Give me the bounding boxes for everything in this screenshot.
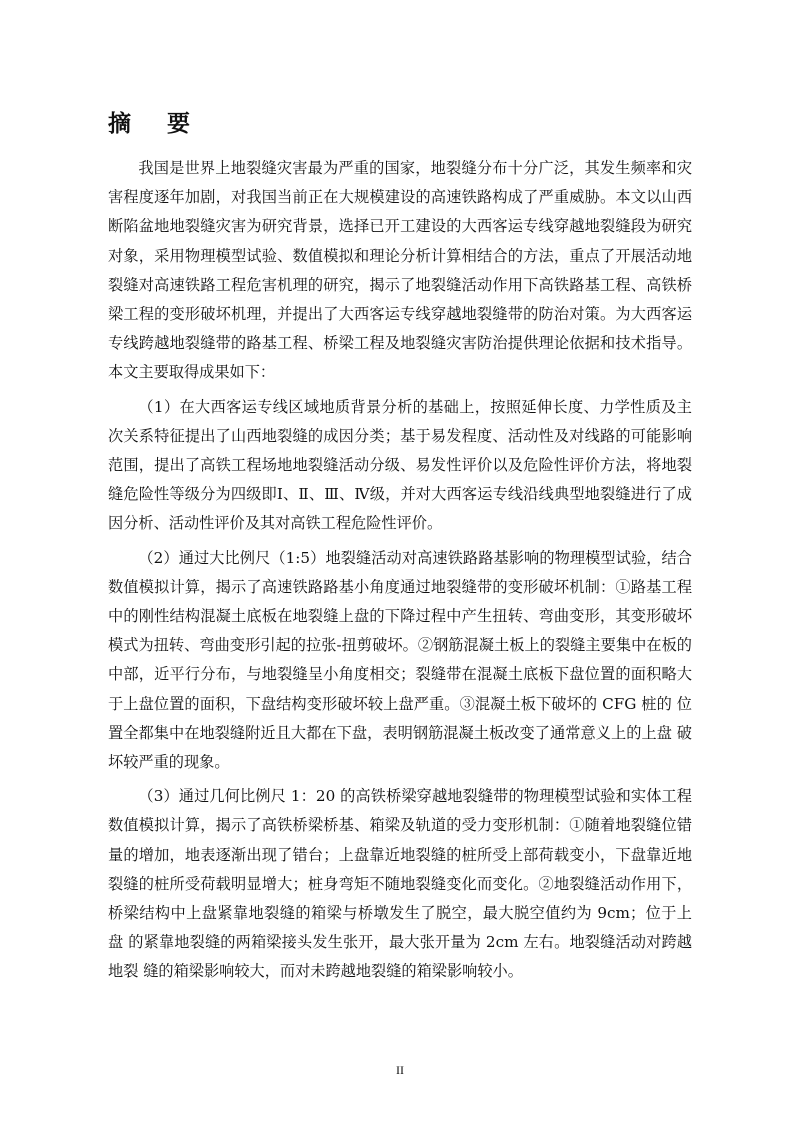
abstract-title: 摘 要: [108, 110, 205, 137]
page-number: II: [396, 1063, 404, 1077]
result-paragraph-1: （1）在大西客运专线区域地质背景分析的基础上，按照延伸长度、力学性质及主次关系特征提出了山西地裂缝的成因分类；基于易发程度、活动性及对线路的可能影响范围，提出了高铁工程场地地裂缝活动分级、易发性评价以及危险性评价方法，将地裂缝危险性等级分为四级即Ⅰ、Ⅱ、Ⅲ、Ⅳ级，并对大西客运专线沿线典型地裂缝进行了成因分析、活动性评价及其对高铁工程危险性评价。: [108, 397, 692, 533]
abstract-intro-paragraph: 我国是世界上地裂缝灾害最为严重的国家，地裂缝分布十分广泛，其发生频率和灾害程度逐年加剧，对我国当前正在大规模建设的高速铁路构成了严重威胁。本文以山西断陷盆地地裂缝灾害为研究背景，选择已开工建设的大西客运专线穿越地裂缝段为研究对象，采用物理模型试验、数值模拟和理论分析计算相结合的方法，重点了开展活动地裂缝对高速铁路工程危害机理的研究，揭示了地裂缝活动作用下高铁路基工程、高铁桥梁工程的变形破坏机理，并提出了大西客运专线穿越地裂缝带的防治对策。为大西客运专线跨越地裂缝带的路基工程、桥梁工程及地裂缝灾害防治提供理论依据和技术指导。本文主要取得成果如下：: [108, 159, 692, 382]
result-paragraph-2: （2）通过大比例尺（1:5）地裂缝活动对高速铁路路基影响的物理模型试验，结合数值模拟计算，揭示了高速铁路路基小角度通过地裂缝带的变形破坏机制：①路基工程中的刚性结构混凝土底板在地裂缝上盘的下降过程中产生扭转、弯曲变形，其变形破坏模式为扭转、弯曲变形引起的拉张-扭剪破坏。②钢筋混凝土板上的裂缝主要集中在板的中部，近平行分布，与地裂缝呈小角度相交；裂缝带在混凝土底板下盘位置的面积略大于上盘位置的面积，下盘结构变形破坏较上盘严重。③混凝土板下破坏的 CFG 桩的 位置全都集中在地裂缝附近且大都在下盘，表明钢筋混凝土板改变了通常意义上的上盘 破坏较严重的现象。: [108, 548, 692, 772]
page-content: [108, 108, 692, 987]
result-paragraph-3: （3）通过几何比例尺 1：20 的高铁桥梁穿越地裂缝带的物理模型试验和实体工程 数值模拟计算，揭示了高铁桥梁桥基、箱梁及轨道的受力变形机制：①随着地裂缝位错 量的增加，地表逐渐出现了错台；上盘靠近地裂缝的桩所受上部荷载变小，下盘靠近地 裂缝的桩所受荷载明显增大；桩身弯矩不随地裂缝变化而变化。②地裂缝活动作用下， 桥梁结构中上盘紧靠地裂缝的箱梁与桥墩发生了脱空，最大脱空值约为 9cm；位于上盘 的紧靠地裂缝的两箱梁接头发生张开，最大张开量为 2cm 左右。地裂缝活动对跨越地裂 缝的箱梁影响较大，而对未跨越地裂缝的箱梁影响较小。: [108, 787, 692, 981]
